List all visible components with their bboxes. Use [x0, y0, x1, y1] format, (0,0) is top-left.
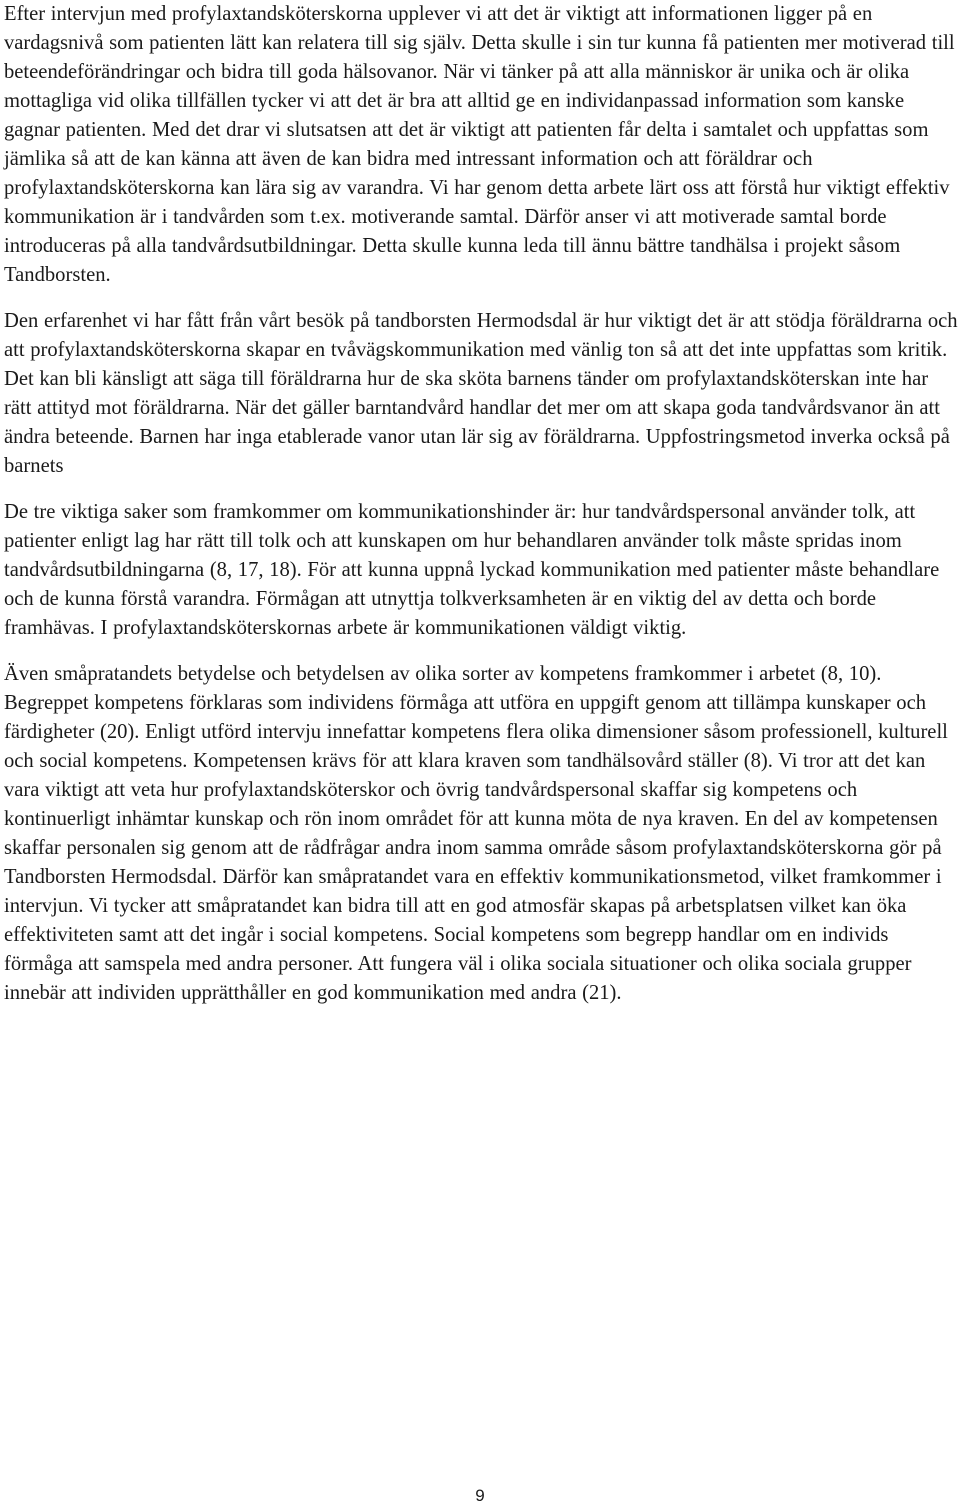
paragraph-4: Även småpratandets betydelse och betydelsen av olika sorter av kompetens framkommer i arbetet (8, 10). Begreppet kompetens förklaras som individens förmåga att utföra en uppgift genom att tillämpa kunskaper och färdigheter (20). Enligt utförd intervju innefattar kompetens flera olika dimensioner såsom professionell, kulturell och social kompetens. Kompetensen krävs för att klara kraven som tandhälsovård ställer (8). Vi tror att det kan vara viktigt att veta hur profylaxtandsköterskor och övrig tandvårdspersonal skaffar sig kompetens och kontinuerligt inhämtar kunskap och rön inom området för att kunna möta de nya kraven. En del av kompetensen skaffar personalen sig genom att de rådfrågar andra inom samma område såsom profylaxtandsköterskorna gör på Tandborsten Hermodsdal. Därför kan småpratandet vara en effektiv kommunikationsmetod, vilket framkommer i intervjun. Vi tycker att småpratandet kan bidra till att en god atmosfär skapas på arbetsplatsen vilket kan öka effektiviteten samt att det ingår i social kompetens. Social kompetens som begrepp handlar om en individs förmåga att samspela med andra personer. Att fungera väl i olika sociala situationer och olika sociala grupper innebär att individen upprätthåller en god kommunikation med andra (21).: [4, 663, 948, 1004]
document-page: [4, 0, 960, 1025]
paragraph-2: Den erfarenhet vi har fått från vårt besök på tandborsten Hermodsdal är hur viktigt det är att stödja föräldrarna och att profylaxtandsköterskorna skapar en tvåvägskommunikation med vänlig ton så att det inte uppfattas som kritik. Det kan bli känsligt att säga till föräldrarna hur de ska sköta barnens tänder om profylaxtandsköterskan inte har rätt attityd mot föräldrarna. När det gäller barntandvård handlar det mer om att skapa goda tandvårdsvanor än att ändra beteende. Barnen har inga etablerade vanor utan lär sig av föräldrarna. Uppfostringsmetod inverka också på barnets: [4, 310, 958, 477]
paragraph-1: Efter intervjun med profylaxtandsköterskorna upplever vi att det är viktigt att informationen ligger på en vardagsnivå som patienten lätt kan relatera till sig själv. Detta skulle i sin tur kunna få patienten mer motiverad till beteendeförändringar och bidra till goda hälsovanor. När vi tänker på att alla människor är unika och är olika mottagliga vid olika tillfällen tycker vi att det är bra att alltid ge en individanpassad information som kanske gagnar patienten. Med det drar vi slutsatsen att det är viktigt att patienten får delta i samtalet och uppfattas som jämlika så att de kan känna att även de kan bidra med intressant information och att föräldrar och profylaxtandsköterskorna kan lära sig av varandra. Vi har genom detta arbete lärt oss att förstå hur viktigt effektiv kommunikation är i tandvården som t.ex. motiverande samtal. Därför anser vi att motiverade samtal borde introduceras på alla tandvårdsutbildningar. Detta skulle kunna leda till ännu bättre tandhälsa i projekt såsom Tandborsten.: [4, 3, 955, 286]
paragraph-3: De tre viktiga saker som framkommer om kommunikationshinder är: hur tandvårdspersonal använder tolk, att patienter enligt lag har rätt till tolk och att kunskapen om hur behandlaren använder tolk måste spridas inom tandvårdsutbildningarna (8, 17, 18). För att kunna uppnå lyckad kommunikation med patienter måste behandlare och de kunna förstå varandra. Förmågan att utnyttja tolkverksamheten är en viktig del av detta och borde framhävas. I profylaxtandsköterskornas arbete är kommunikationen väldigt viktig.: [4, 501, 940, 639]
page-number: 9: [475, 1486, 485, 1505]
